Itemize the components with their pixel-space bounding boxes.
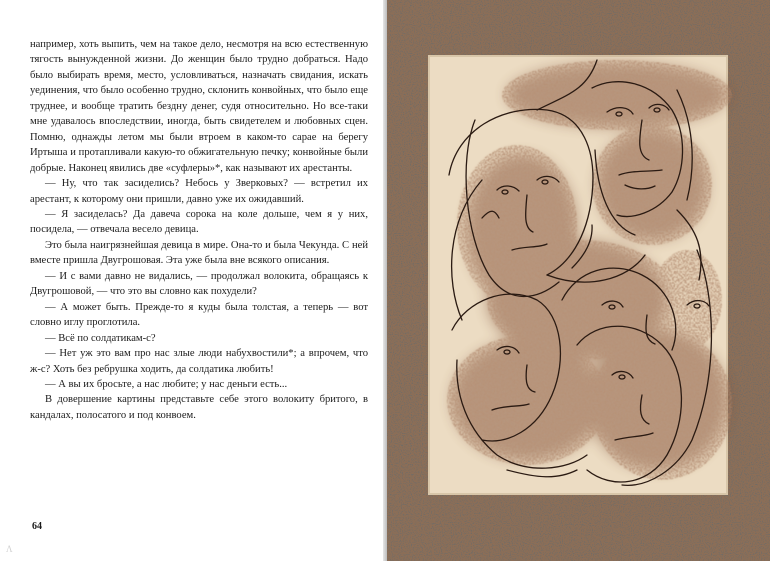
illustration	[387, 0, 770, 561]
body-text	[30, 37, 368, 423]
paragraph: — Нет уж это вам про нас злые люди набухвостили*; а впрочем, что ж-с? Хоть без ребрушка ходить, да солдатика любить!	[30, 348, 368, 375]
paragraph: Это была наигрязнейшая девица в мире. Она-то и была Чекунда. С ней вместе пришла Двугрошовая. Эта уже была вне всякого описания.	[30, 239, 368, 267]
page-number: 64	[32, 521, 42, 532]
paragraph: — А вы их бросьте, а нас любите; у нас деньги есть...	[45, 378, 288, 390]
paragraph: — Я засиделась? Да давеча сорока на коле дольше, чем я у них, посидела, — отвечала весело девица.	[30, 208, 368, 236]
paragraph: например, хоть выпить, чем на такое дело, несмотря на всю естественную тягость вынужденной жизни. До женщин было трудно добраться. Надо было выбирать время, место, условливаться, назначать свидания, искать уединения, что было особенно трудно, склонить конвойных, что было еще труднее, и вообще тратить бездну денег, судя относительно. Но все-таки мне удавалось впоследствии, иногда, быть свидетелем и любовных сцен. Помню, однажды летом мы были втроем в каком-то сарае на берегу Иртыша и протапливали какую-то обжигательную печку; конвойные были добрые. Наконец явились две «суфлеры»*, как называют их арестанты.	[30, 39, 368, 174]
corner-mark: Λ	[6, 544, 13, 554]
paragraph: — А может быть. Прежде-то я куды была толстая, а теперь — вот словно иглу проглотила.	[30, 301, 368, 329]
right-page	[387, 0, 770, 561]
paragraph: — Всё по солдатикам-с?	[45, 332, 156, 344]
paragraph: В довершение картины представьте себе этого волокиту бритого, в кандалах, полосатого и под конвоем.	[30, 394, 368, 421]
paragraph: — И с вами давно не видались, — продолжал волокита, обращаясь к Двугрошовой, — что это вы словно как похудели?	[30, 270, 368, 298]
paragraph: — Ну, что так засиделись? Небось у Зверковых? — встретил их арестант, к которому они пришли, давно уже их ожидавший.	[30, 178, 368, 205]
